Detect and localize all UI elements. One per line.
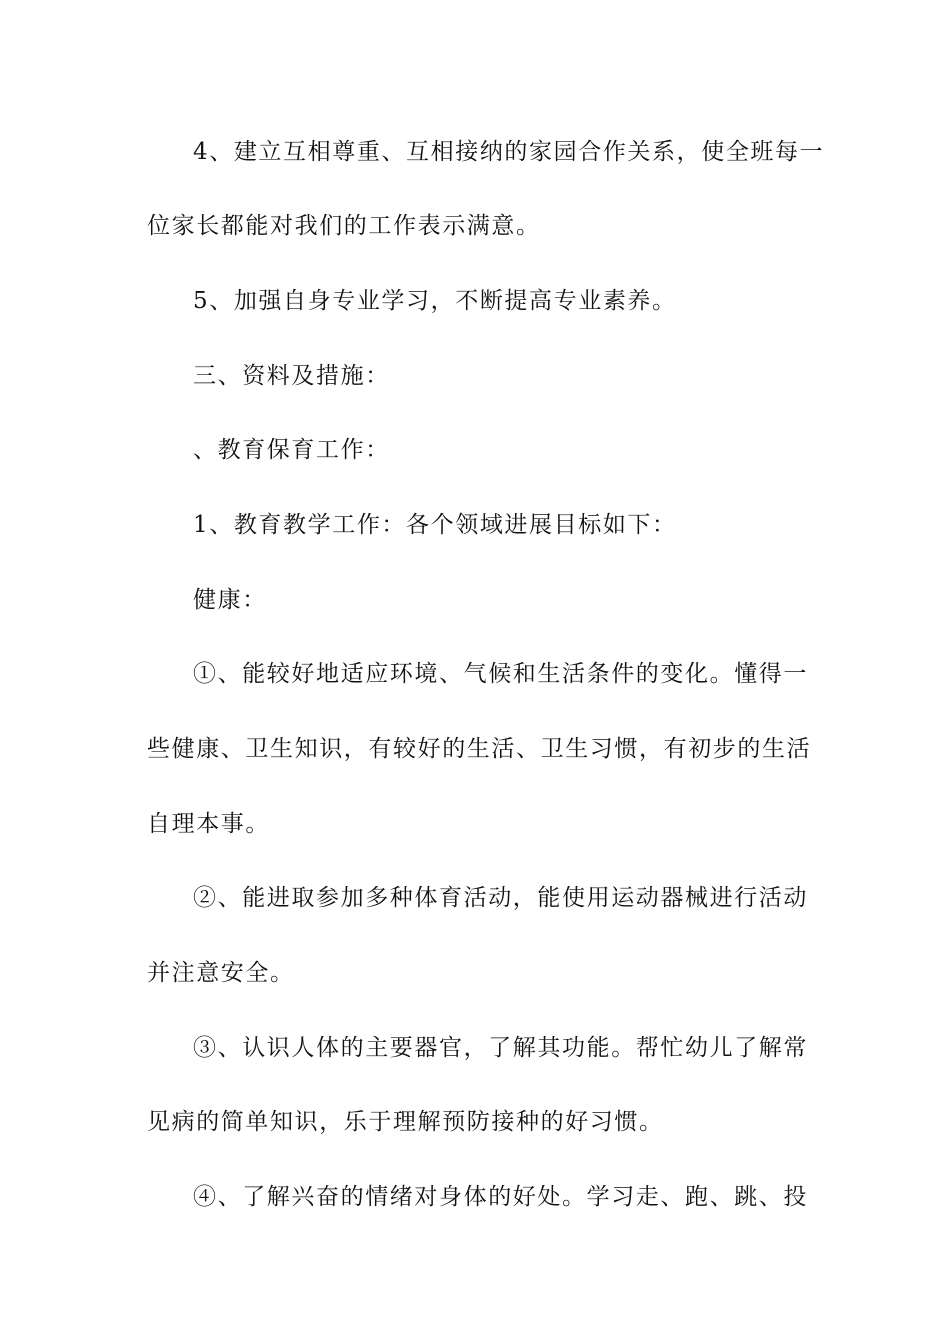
section-heading: 三、资料及措施： xyxy=(193,363,390,389)
paragraph-line: ④、了解兴奋的情绪对身体的好处。学习走、跑、跳、投 xyxy=(193,1184,808,1210)
paragraph-line: 4、建立互相尊重、互相接纳的家园合作关系，使全班每一 xyxy=(193,139,825,165)
paragraph-line: 些健康、卫生知识，有较好的生活、卫生习惯，有初步的生活 xyxy=(147,736,812,762)
paragraph-line: 1、教育教学工作：各个领域进展目标如下： xyxy=(193,512,677,538)
paragraph-line: 并注意安全。 xyxy=(147,960,295,986)
paragraph-line: ①、能较好地适应环境、气候和生活条件的变化。懂得一 xyxy=(193,661,808,687)
subsection-heading: 健康： xyxy=(193,587,267,613)
paragraph-line: 自理本事。 xyxy=(147,811,270,837)
paragraph-line: ②、能进取参加多种体育活动，能使用运动器械进行活动 xyxy=(193,885,808,911)
paragraph-line: 见病的简单知识，乐于理解预防接种的好习惯。 xyxy=(147,1109,664,1135)
subsection-heading: 、教育保育工作： xyxy=(193,437,390,463)
paragraph-line: ③、认识人体的主要器官，了解其功能。帮忙幼儿了解常 xyxy=(193,1035,808,1061)
paragraph-line: 5、加强自身专业学习，不断提高专业素养。 xyxy=(193,288,677,314)
paragraph-line: 位家长都能对我们的工作表示满意。 xyxy=(147,213,541,239)
